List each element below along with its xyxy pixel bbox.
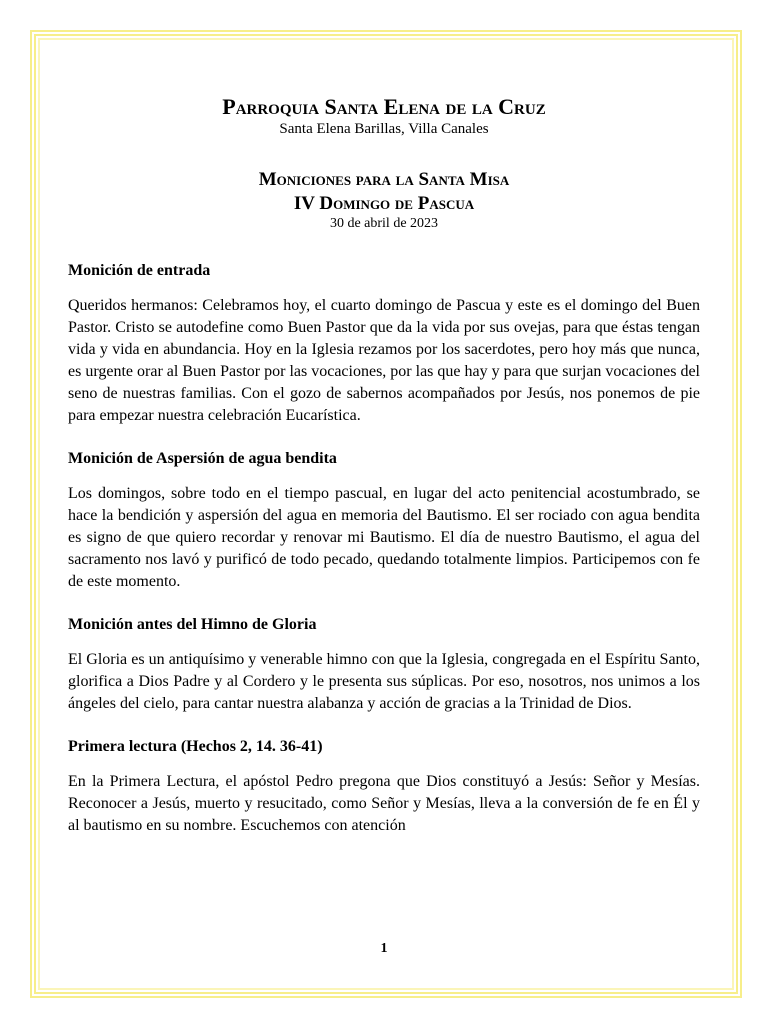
section-heading: Primera lectura (Hechos 2, 14. 36-41) (68, 738, 323, 755)
section-heading: Monición antes del Himno de Gloria (68, 616, 317, 633)
section-heading: Monición de Aspersión de agua bendita (68, 450, 337, 467)
section-text: Queridos hermanos: Celebramos hoy, el cuarto domingo de Pascua y este es el domingo del Buen Pastor. Cristo se autodefine como Buen Pastor que da la vida por sus ovejas, para que éstas tengan vida y vida en abundancia. Hoy en la Iglesia rezamos por los sacerdotes, pero hoy más que nunca, es urgente orar al Buen Pastor por las vocaciones, por las que hay y para que surjan vocaciones del seno de nuestras familias. Con el gozo de sabernos acompañados por Jesús, nos ponemos de pie para empezar nuestra celebración Eucarística. (68, 297, 700, 424)
section-gloria (68, 615, 700, 715)
mass-date: 30 de abril de 2023 (329, 216, 439, 231)
parish-location: Santa Elena Barillas, Villa Canales (279, 121, 489, 137)
section-text: En la Primera Lectura, el apóstol Pedro pregona que Dios constituyó a Jesús: Señor y Mesías. Reconocer a Jesús, muerto y resucitado, como Señor y Mesías, lleva a la conversión de fe en Él y al bautismo en su nombre. Escuchemos con atención (68, 773, 700, 834)
document-header (68, 94, 700, 232)
section-entrada (68, 261, 700, 427)
section-text: El Gloria es un antiquísimo y venerable himno con que la Iglesia, congregada en el Espíritu Santo, glorifica a Dios Padre y al Cordero y le presenta sus súplicas. Por eso, nosotros, nos unimos a los ángeles del cielo, para cantar nuestra alabanza y acción de gracias a la Trinidad de Dios. (68, 651, 700, 712)
document-body (68, 94, 700, 837)
section-heading: Monición de entrada (68, 262, 211, 279)
section-aspersion (68, 449, 700, 593)
section-primera-lectura (68, 737, 700, 837)
mass-subtitle: IV Domingo de Pascua (293, 193, 475, 214)
parish-name: Parroquia Santa Elena de la Cruz (222, 94, 546, 119)
page-number: 1 (380, 941, 388, 956)
mass-title: Moniciones para la Santa Misa (258, 169, 510, 190)
section-text: Los domingos, sobre todo en el tiempo pascual, en lugar del acto penitencial acostumbrado, se hace la bendición y aspersión del agua en memoria del Bautismo. El ser rociado con agua bendita es signo de que quiero recordar y renovar mi Bautismo. El día de nuestro Bautismo, el agua del sacramento nos lavó y purificó de todo pecado, quedando totalmente limpios. Participemos con fe de este momento. (68, 485, 700, 590)
